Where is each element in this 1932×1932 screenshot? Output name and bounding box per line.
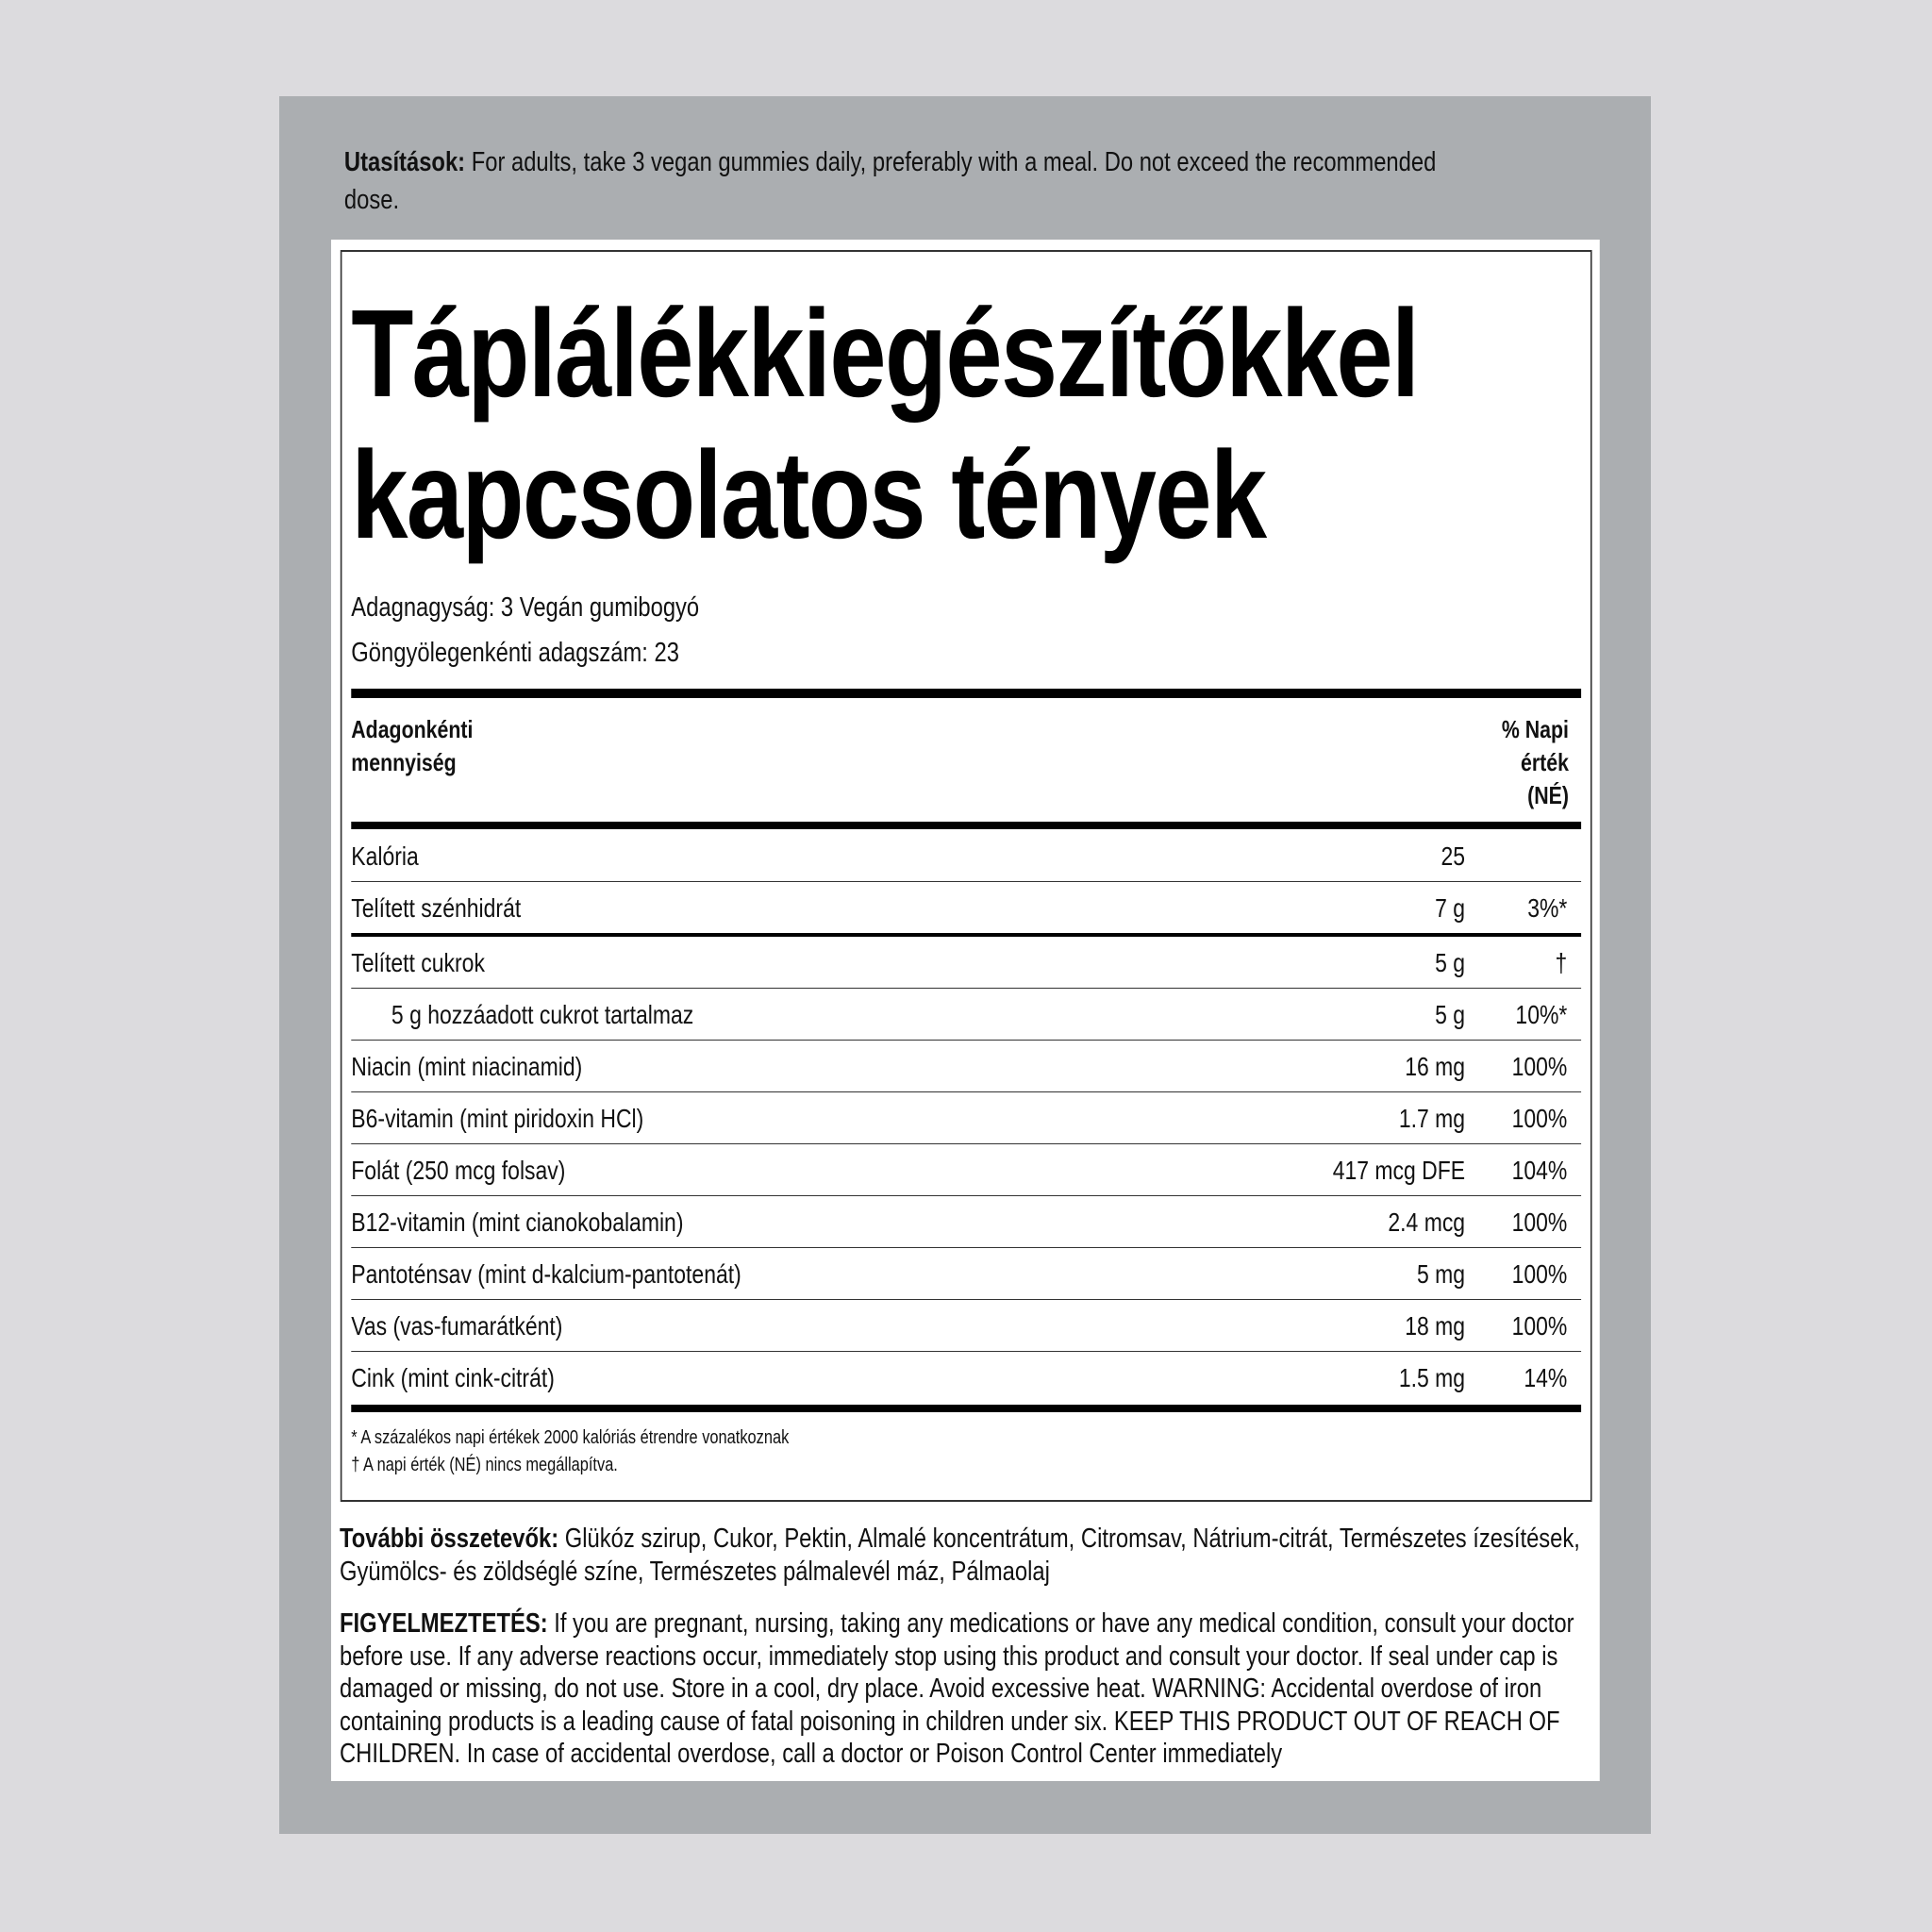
amount-per-serving-header [351,713,473,779]
daily-value: 100% [1511,1208,1568,1237]
nutrient-amount: 25 [1441,841,1466,871]
table-row [351,989,1581,1041]
nutrient-table [351,830,1581,1403]
nutrient-name: B12-vitamin (mint cianokobalamin) [351,1208,684,1237]
divider-thick [351,689,1581,698]
daily-value: 3%* [1527,893,1568,923]
servings-per-container: Göngyölegenkénti adagszám: 23 [351,638,679,668]
table-row [351,1248,1581,1300]
table-row [351,937,1581,989]
header-text: % Napi [1501,715,1569,743]
divider-thick [351,1405,1581,1412]
header-text: érték [1520,748,1569,776]
warning-text: If you are pregnant, nursing, taking any medications or have any medical condition, consult your doctor before use. If any adverse reactions occur, immediately stop using this product and consult your doctor. If seal under cap is damaged or missing, do not use. Store in a cool, dry place. Avoid excessive heat. WARNING: Accidental overdose of iron containing products is a leading cause of fatal poisoning in children under six. KEEP THIS PRODUCT OUT OF REACH OF CHILDREN. In case of accidental overdose, call a doctor or Poison Control Center immediately [339,1608,1574,1769]
table-row [351,1092,1581,1144]
instructions-label: Utasítások: [343,147,466,177]
warning-label: FIGYELMEZTETÉS: [339,1608,548,1639]
nutrient-name: Telített szénhidrát [351,893,522,923]
title-line-2: kapcsolatos tények [351,425,1266,564]
daily-value: 14% [1524,1363,1568,1392]
header-text: mennyiség [351,748,457,776]
daily-value: 100% [1511,1052,1568,1081]
serving-size: Adagnagyság: 3 Vegán gumibogyó [351,592,700,623]
nutrient-name: 5 g hozzáadott cukrot tartalmaz [391,1000,694,1029]
other-ingredients-label: További összetevők: [339,1524,559,1554]
table-row [351,1041,1581,1092]
table-row [351,1196,1581,1248]
nutrient-name: Vas (vas-fumarátként) [351,1311,563,1341]
footnote: † A napi érték (NÉ) nincs megállapítva. [351,1455,618,1475]
daily-value: 104% [1511,1156,1568,1185]
nutrient-name: Folát (250 mcg folsav) [351,1156,566,1185]
nutrient-name: Cink (mint cink-citrát) [351,1363,555,1392]
daily-value: 100% [1511,1104,1568,1133]
nutrient-name: Pantoténsav (mint d-kalcium-pantotenát) [351,1259,741,1289]
header-text: Adagonkénti [351,715,474,743]
footnote: * A százalékos napi értékek 2000 kalóriás étrendre vonatkoznak [351,1427,790,1448]
table-row [351,1144,1581,1196]
other-ingredients-text: Glükóz szirup, Cukor, Pektin, Almalé koncentrátum, Citromsav, Nátrium-citrát, Természetes ízesítések, Gyümölcs- és zöldséglé színe, Természetes pálmalevél máz, Pálmaolaj [339,1524,1580,1587]
nutrient-name: B6-vitamin (mint piridoxin HCl) [351,1104,644,1133]
instructions-text: For adults, take 3 vegan gummies daily, preferably with a meal. Do not exceed the recommended dose. [343,147,1437,215]
daily-value: 10%* [1515,1000,1568,1029]
nutrient-name: Kalória [351,841,419,871]
nutrient-amount: 5 g [1435,1000,1466,1029]
instructions [344,143,1451,219]
nutrient-amount: 417 mcg DFE [1332,1156,1466,1185]
other-ingredients [340,1523,1608,1588]
daily-value: 100% [1511,1311,1568,1341]
table-row [351,1352,1581,1403]
daily-value: 100% [1511,1259,1568,1289]
supplement-facts-title [351,283,1418,566]
table-row [351,830,1581,882]
daily-value: † [1555,948,1568,977]
header-text: (NÉ) [1527,781,1569,809]
nutrient-name: Telített cukrok [351,948,485,977]
nutrient-amount: 2.4 mcg [1388,1208,1466,1237]
title-line-1: Táplálékkiegészítőkkel [351,284,1419,423]
table-row [351,882,1581,937]
nutrient-amount: 18 mg [1405,1311,1466,1341]
divider-thick [351,822,1581,829]
nutrient-name: Niacin (mint niacinamid) [351,1052,583,1081]
nutrient-amount: 5 mg [1417,1259,1466,1289]
nutrient-amount: 16 mg [1405,1052,1466,1081]
warning [340,1607,1608,1771]
daily-value-header [1455,713,1569,812]
nutrient-amount: 7 g [1435,893,1466,923]
nutrient-amount: 1.7 mg [1398,1104,1466,1133]
nutrient-amount: 1.5 mg [1398,1363,1466,1392]
table-row [351,1300,1581,1352]
nutrient-amount: 5 g [1435,948,1466,977]
